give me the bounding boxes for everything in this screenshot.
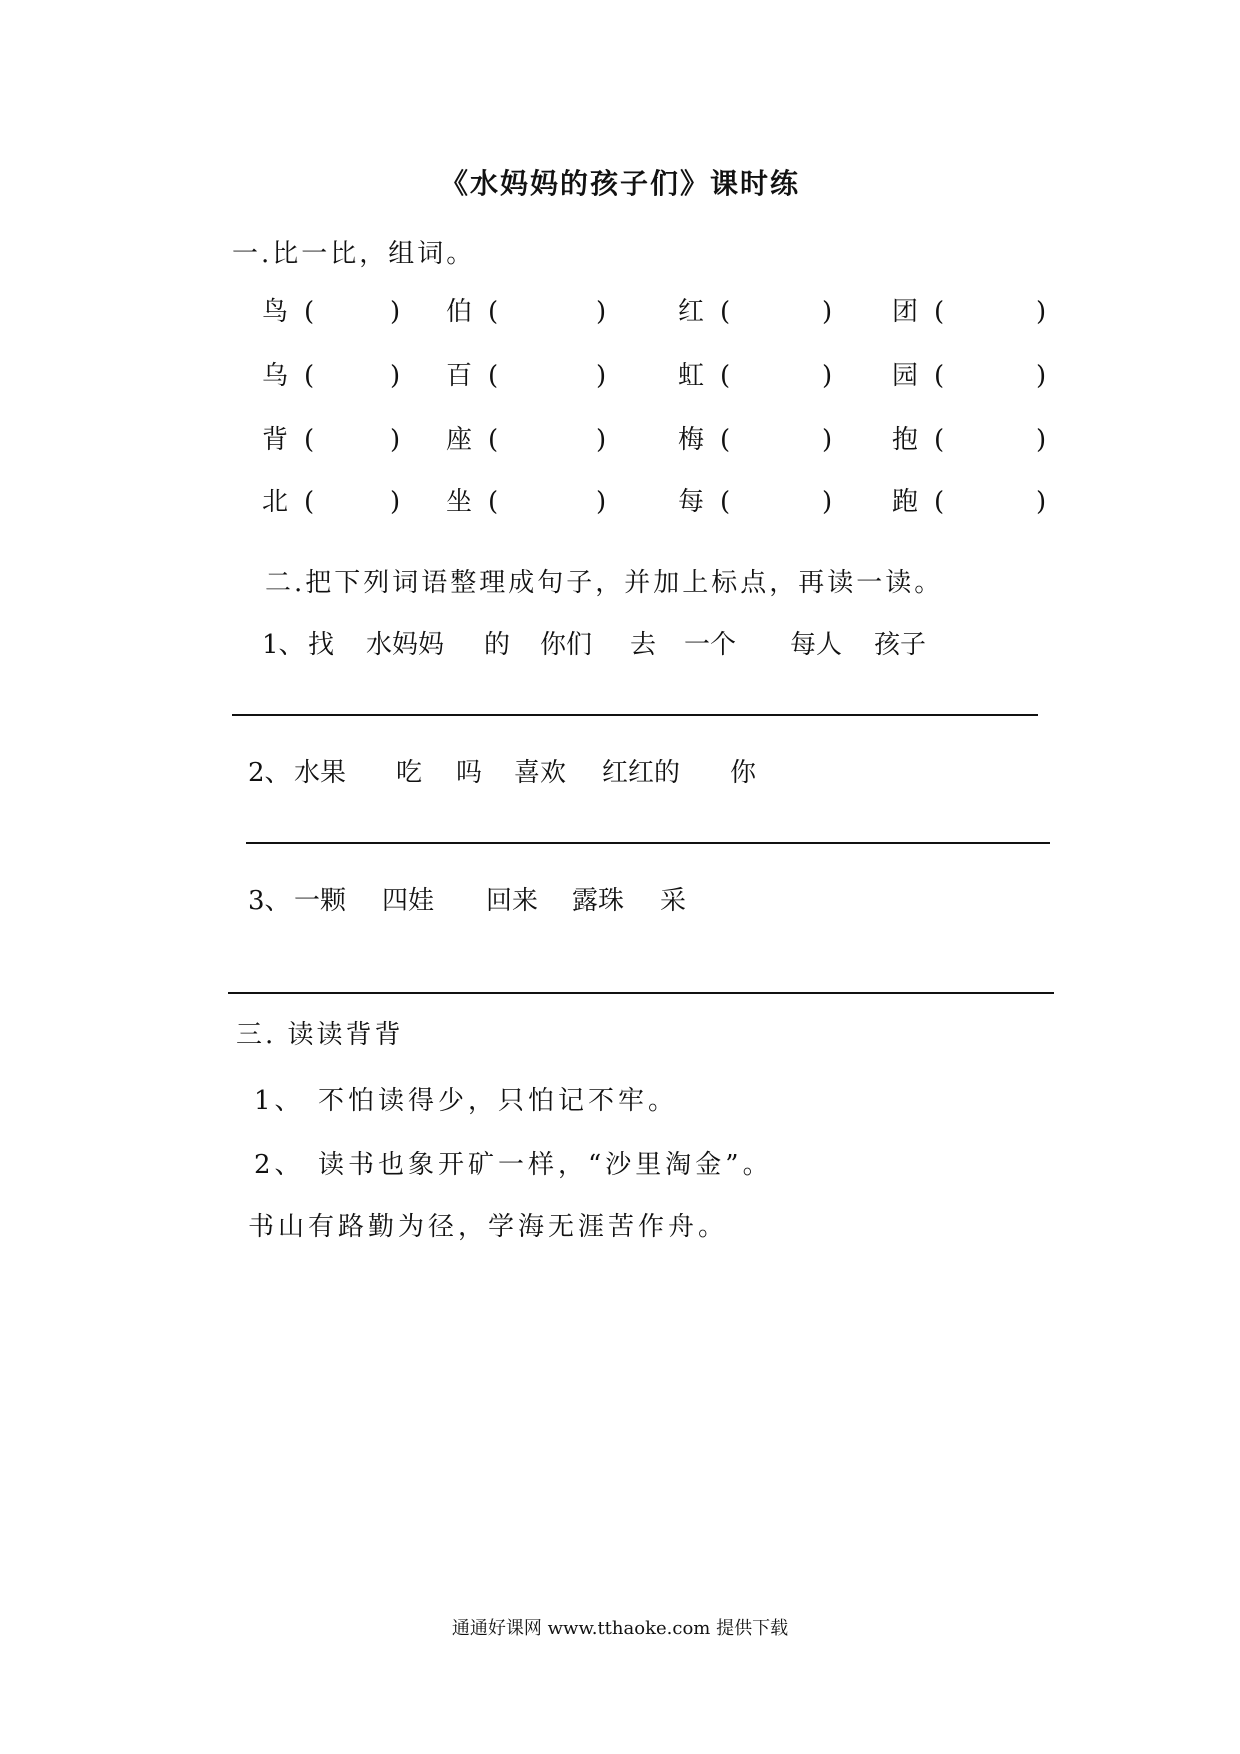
word-token: 你们 — [540, 630, 593, 660]
worksheet-title: 《水妈妈的孩子们》课时练 — [439, 167, 800, 200]
word-token: 每人 — [790, 630, 843, 660]
close-paren: ) — [1036, 487, 1047, 517]
section1-heading: 一.比一比，组词。 — [232, 239, 476, 269]
word-token: 喜欢 — [514, 758, 567, 788]
char: 梅 — [678, 425, 705, 455]
close-paren: ) — [596, 297, 607, 327]
char: 坐 — [446, 487, 473, 517]
item-number: 1、 — [262, 630, 305, 660]
close-paren: ) — [1036, 361, 1047, 391]
word-token: 回来 — [486, 886, 539, 916]
open-paren: ( — [720, 361, 731, 391]
open-paren: ( — [304, 487, 315, 517]
close-paren: ) — [596, 425, 607, 455]
char: 抱 — [892, 425, 919, 455]
close-paren: ) — [596, 487, 607, 517]
close-paren: ) — [390, 297, 401, 327]
answer-line-3 — [228, 992, 1054, 994]
word-token: 采 — [660, 886, 687, 916]
char: 跑 — [892, 487, 919, 517]
answer-line-2 — [246, 842, 1050, 844]
open-paren: ( — [488, 425, 499, 455]
char: 园 — [892, 361, 919, 391]
close-paren: ) — [1036, 297, 1047, 327]
close-paren: ) — [390, 361, 401, 391]
close-paren: ) — [1036, 425, 1047, 455]
item-number: 2、 — [248, 758, 291, 788]
open-paren: ( — [488, 361, 499, 391]
char: 乌 — [262, 361, 289, 391]
word-token: 水果 — [294, 758, 347, 788]
char: 伯 — [446, 297, 473, 327]
word-token: 红红的 — [602, 758, 681, 788]
close-paren: ) — [390, 487, 401, 517]
close-paren: ) — [596, 361, 607, 391]
char: 北 — [262, 487, 289, 517]
recite-text-1: 不怕读得少，只怕记不牢。 — [318, 1086, 679, 1116]
word-token: 你 — [730, 758, 757, 788]
open-paren: ( — [488, 487, 499, 517]
section2-heading: 二.把下列词语整理成句子，并加上标点，再读一读。 — [265, 568, 944, 598]
open-paren: ( — [934, 487, 945, 517]
char: 座 — [446, 425, 473, 455]
open-paren: ( — [304, 361, 315, 391]
word-token: 露珠 — [572, 886, 625, 916]
item-number: 3、 — [248, 886, 291, 916]
recite-extra: 书山有路勤为径，学海无涯苦作舟。 — [248, 1212, 729, 1242]
open-paren: ( — [720, 297, 731, 327]
open-paren: ( — [934, 297, 945, 327]
item-number: 1、 — [254, 1086, 305, 1116]
word-token: 水妈妈 — [366, 630, 445, 660]
word-token: 一个 — [684, 630, 737, 660]
open-paren: ( — [720, 425, 731, 455]
word-token: 去 — [630, 630, 657, 660]
word-token: 一颗 — [294, 886, 347, 916]
recite-item-2 — [254, 1144, 305, 1181]
close-paren: ) — [822, 425, 833, 455]
open-paren: ( — [304, 425, 315, 455]
char: 每 — [678, 487, 705, 517]
char: 鸟 — [262, 297, 289, 327]
close-paren: ) — [822, 487, 833, 517]
char: 红 — [678, 297, 705, 327]
word-token: 吃 — [396, 758, 423, 788]
section3-heading: 三. 读读背背 — [236, 1020, 404, 1050]
word-token: 的 — [484, 630, 511, 660]
recite-item-1 — [254, 1080, 305, 1117]
word-token: 四娃 — [382, 886, 435, 916]
char: 背 — [262, 425, 289, 455]
close-paren: ) — [822, 297, 833, 327]
close-paren: ) — [822, 361, 833, 391]
open-paren: ( — [304, 297, 315, 327]
item-number: 2、 — [254, 1150, 305, 1180]
char: 百 — [446, 361, 473, 391]
footer-credit: 通通好课网 www.tthaoke.com 提供下载 — [451, 1618, 789, 1639]
open-paren: ( — [934, 425, 945, 455]
open-paren: ( — [720, 487, 731, 517]
word-token: 孩子 — [874, 630, 927, 660]
answer-line-1 — [232, 714, 1038, 716]
char: 团 — [892, 297, 919, 327]
word-token: 找 — [308, 630, 335, 660]
word-token: 吗 — [456, 758, 483, 788]
close-paren: ) — [390, 425, 401, 455]
open-paren: ( — [934, 361, 945, 391]
recite-text-2: 读书也象开矿一样，“沙里淘金”。 — [318, 1150, 773, 1180]
open-paren: ( — [488, 297, 499, 327]
char: 虹 — [678, 361, 705, 391]
